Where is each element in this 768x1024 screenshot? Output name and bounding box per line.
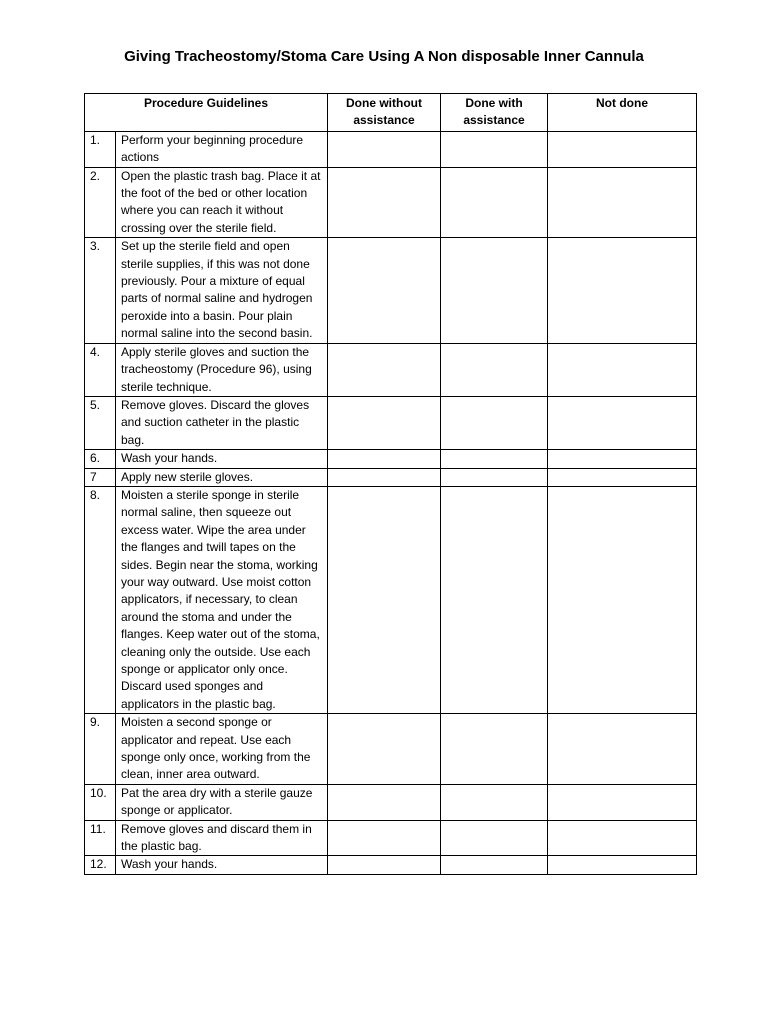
- done-with-cell[interactable]: [441, 238, 548, 343]
- step-number: 1.: [85, 131, 116, 167]
- done-with-cell[interactable]: [441, 784, 548, 820]
- done-with-cell[interactable]: [441, 820, 548, 856]
- not-done-cell[interactable]: [548, 396, 697, 449]
- done-without-cell[interactable]: [328, 238, 441, 343]
- step-number: 6.: [85, 450, 116, 468]
- done-without-cell[interactable]: [328, 396, 441, 449]
- done-without-cell[interactable]: [328, 343, 441, 396]
- step-number: 11.: [85, 820, 116, 856]
- done-with-cell[interactable]: [441, 450, 548, 468]
- table-row: [85, 820, 697, 856]
- done-with-cell[interactable]: [441, 343, 548, 396]
- not-done-cell[interactable]: [548, 714, 697, 785]
- table-row: [85, 450, 697, 468]
- table-row: [85, 343, 697, 396]
- table-row: [85, 238, 697, 343]
- table-row: [85, 856, 697, 874]
- not-done-cell[interactable]: [548, 450, 697, 468]
- step-description: Perform your beginning procedure actions: [116, 131, 328, 167]
- step-description: Open the plastic trash bag. Place it at the foot of the bed or other location where you can reach it without crossing over the sterile field.: [116, 167, 328, 238]
- table-row: [85, 784, 697, 820]
- header-not-done: Not done: [548, 94, 697, 132]
- done-with-cell[interactable]: [441, 856, 548, 874]
- step-description: Moisten a second sponge or applicator and repeat. Use each sponge only once, working from the clean, inner area outward.: [116, 714, 328, 785]
- step-number: 7: [85, 468, 116, 486]
- not-done-cell[interactable]: [548, 856, 697, 874]
- table-row: [85, 468, 697, 486]
- not-done-cell[interactable]: [548, 486, 697, 713]
- table-header-row: [85, 94, 697, 132]
- done-without-cell[interactable]: [328, 450, 441, 468]
- done-with-cell[interactable]: [441, 396, 548, 449]
- header-done-without-assistance: Done without assistance: [328, 94, 441, 132]
- not-done-cell[interactable]: [548, 820, 697, 856]
- not-done-cell[interactable]: [548, 238, 697, 343]
- done-without-cell[interactable]: [328, 468, 441, 486]
- done-without-cell[interactable]: [328, 714, 441, 785]
- done-with-cell[interactable]: [441, 167, 548, 238]
- step-description: Pat the area dry with a sterile gauze sponge or applicator.: [116, 784, 328, 820]
- done-without-cell[interactable]: [328, 820, 441, 856]
- step-number: 2.: [85, 167, 116, 238]
- not-done-cell[interactable]: [548, 167, 697, 238]
- header-procedure-guidelines: Procedure Guidelines: [85, 94, 328, 132]
- step-number: 3.: [85, 238, 116, 343]
- done-without-cell[interactable]: [328, 486, 441, 713]
- done-without-cell[interactable]: [328, 856, 441, 874]
- step-description: Apply sterile gloves and suction the tracheostomy (Procedure 96), using sterile technique.: [116, 343, 328, 396]
- table-body: [85, 131, 697, 874]
- step-description: Set up the sterile field and open sterile supplies, if this was not done previously. Pour a mixture of equal parts of normal saline and hydrogen peroxide into a basin. Pour plain normal saline into the second basin.: [116, 238, 328, 343]
- step-description: Moisten a sterile sponge in sterile normal saline, then squeeze out excess water. Wipe the area under the flanges and twill tapes on the sides. Begin near the stoma, working your way outward. Use moist cotton applicators, if necessary, to clean around the stoma and under the flanges. Keep water out of the stoma, cleaning only the outside. Use each sponge or applicator only once. Discard used sponges and applicators in the plastic bag.: [116, 486, 328, 713]
- done-with-cell[interactable]: [441, 131, 548, 167]
- done-without-cell[interactable]: [328, 167, 441, 238]
- done-without-cell[interactable]: [328, 784, 441, 820]
- step-description: Wash your hands.: [116, 450, 328, 468]
- done-without-cell[interactable]: [328, 131, 441, 167]
- procedure-checklist-table: [84, 93, 697, 875]
- table-row: [85, 396, 697, 449]
- not-done-cell[interactable]: [548, 343, 697, 396]
- step-description: Remove gloves and discard them in the plastic bag.: [116, 820, 328, 856]
- step-description: Remove gloves. Discard the gloves and suction catheter in the plastic bag.: [116, 396, 328, 449]
- table-row: [85, 131, 697, 167]
- table-row: [85, 714, 697, 785]
- step-number: 5.: [85, 396, 116, 449]
- step-number: 8.: [85, 486, 116, 713]
- not-done-cell[interactable]: [548, 131, 697, 167]
- step-number: 12.: [85, 856, 116, 874]
- step-number: 4.: [85, 343, 116, 396]
- table-row: [85, 486, 697, 713]
- table-row: [85, 167, 697, 238]
- not-done-cell[interactable]: [548, 784, 697, 820]
- done-with-cell[interactable]: [441, 714, 548, 785]
- step-number: 10.: [85, 784, 116, 820]
- document-title: Giving Tracheostomy/Stoma Care Using A Non disposable Inner Cannula: [124, 48, 644, 65]
- header-done-with-assistance: Done with assistance: [441, 94, 548, 132]
- step-description: Wash your hands.: [116, 856, 328, 874]
- step-description: Apply new sterile gloves.: [116, 468, 328, 486]
- not-done-cell[interactable]: [548, 468, 697, 486]
- done-with-cell[interactable]: [441, 468, 548, 486]
- done-with-cell[interactable]: [441, 486, 548, 713]
- step-number: 9.: [85, 714, 116, 785]
